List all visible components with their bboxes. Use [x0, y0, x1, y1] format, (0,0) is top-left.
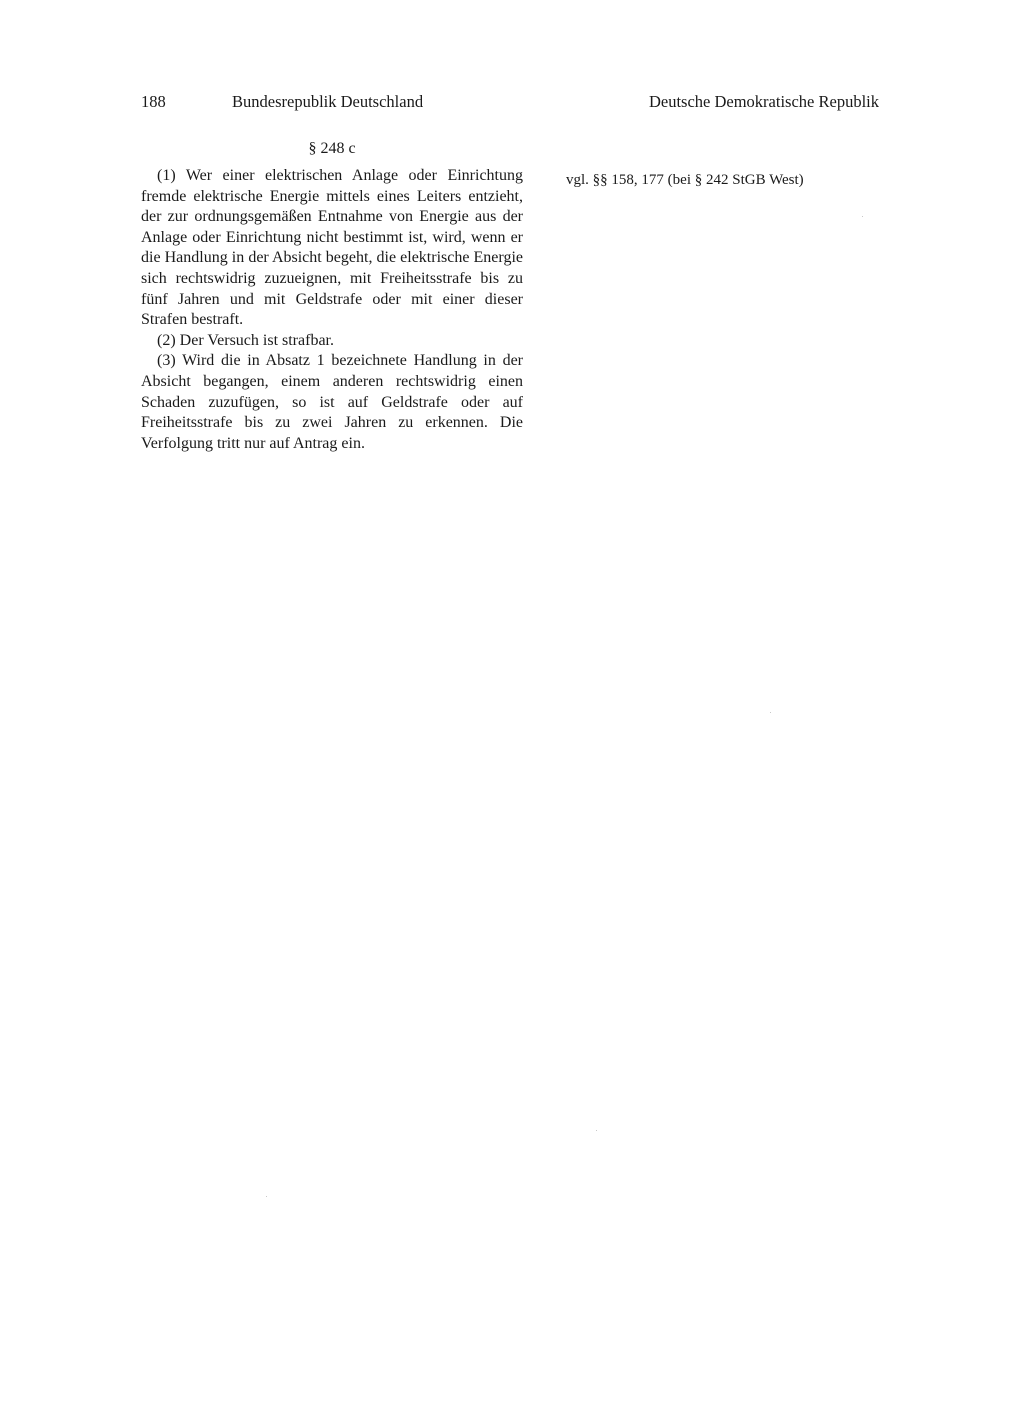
scan-speck — [596, 1130, 597, 1131]
scan-speck — [862, 216, 863, 217]
page-number: 188 — [141, 92, 166, 111]
section-title: § 248 c — [308, 140, 356, 157]
header-left-title: Bundesrepublik Deutschland — [232, 92, 424, 111]
paragraph-3: (3) Wird die in Absatz 1 bezeichnete Handlung in der Absicht begangen, einem anderen rechtswidrig einen Schaden zuzufügen, so ist auf Geldstrafe oder auf Freiheitsstrafe bis zu zwei Jahren zu erkennen. Die Verfolgung tritt nur auf Antrag ein. — [141, 352, 523, 452]
right-column — [566, 170, 886, 190]
page-header — [0, 92, 1024, 116]
scan-speck — [266, 1196, 267, 1197]
paragraph-2: (2) Der Versuch ist strafbar. — [157, 331, 334, 349]
left-column — [141, 166, 523, 454]
paragraph-1: (1) Wer einer elektrischen Anlage oder Einrichtung fremde elektrische Energie mittels eines Leiters entzieht, der zur ordnungsgemäßen Entnahme von Energie aus der Anlage oder Einrichtung nicht bestimmt ist, wird, wenn er die Handlung in der Absicht begeht, die elektrische Energie sich rechtswidrig zuzueignen, mit Freiheitsstrafe bis zu fünf Jahren und mit Geldstrafe oder mit einer dieser Strafen bestraft. — [141, 167, 523, 329]
header-right-title: Deutsche Demokratische Republik — [648, 92, 879, 111]
scan-speck — [770, 712, 771, 713]
cross-reference: vgl. §§ 158, 177 (bei § 242 StGB West) — [566, 172, 804, 188]
